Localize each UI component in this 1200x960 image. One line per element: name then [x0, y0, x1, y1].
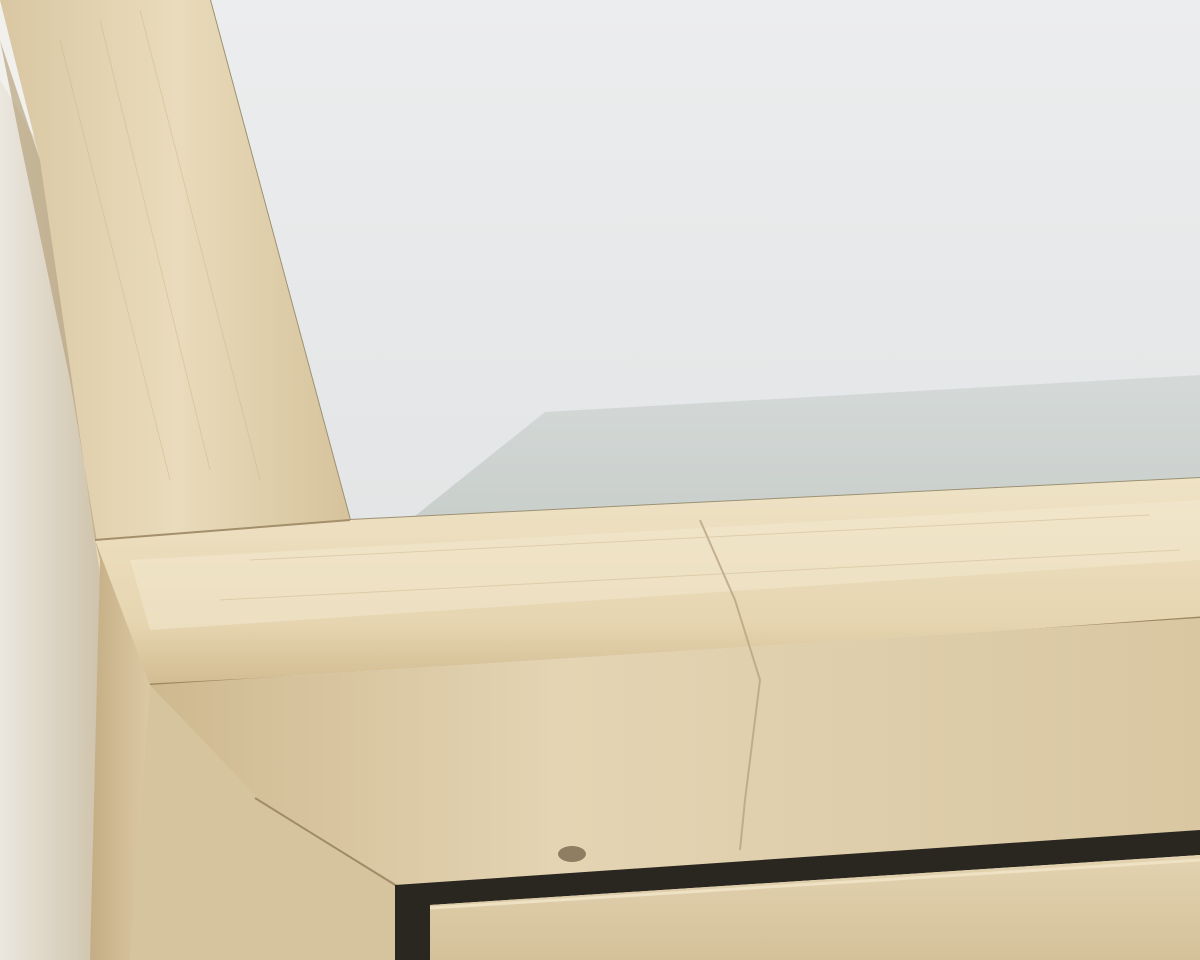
- wear-spot: [558, 846, 586, 862]
